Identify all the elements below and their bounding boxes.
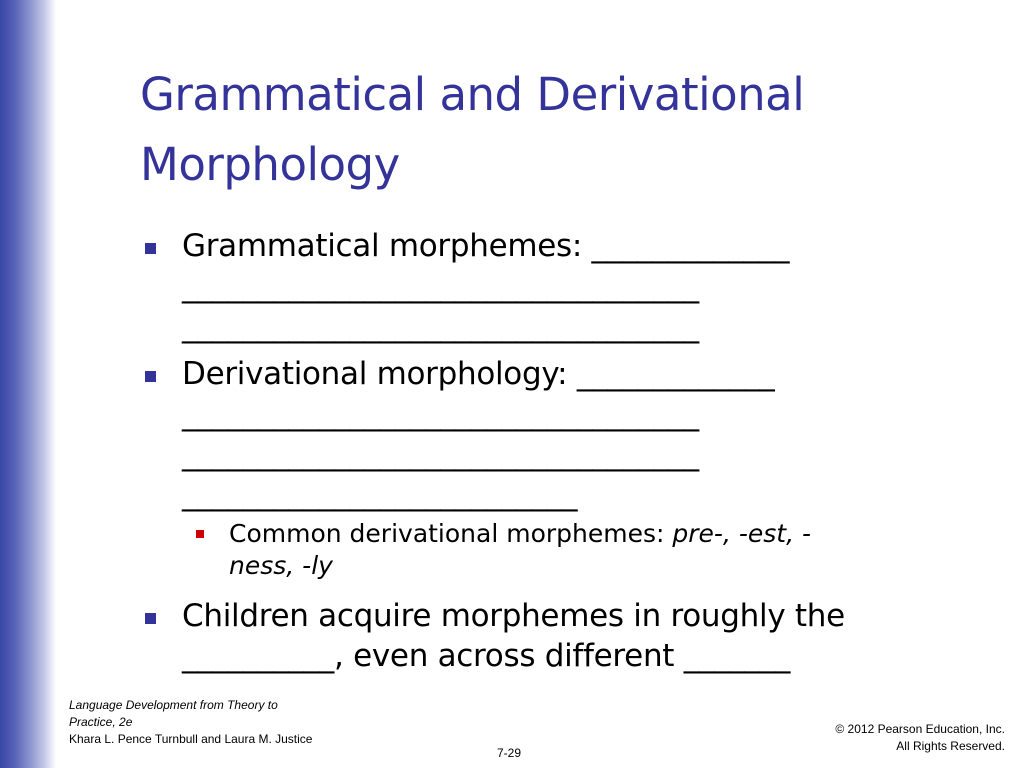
footer-authors: Khara L. Pence Turnbull and Laura M. Justice [69, 732, 313, 746]
square-bullet-icon [145, 371, 156, 382]
bullet-line: Grammatical morphemes: _____________ [182, 228, 790, 264]
bullet-line: __________________________ [182, 476, 578, 512]
sub-bullet-line-1 [229, 518, 1000, 550]
square-bullet-icon [145, 243, 156, 254]
slide-body [140, 226, 1000, 676]
footer-copyright [835, 721, 1005, 755]
bullet-line: __________________________________ [182, 308, 699, 344]
bullet-line: __________________________________ [182, 396, 699, 432]
bullet-line: Children acquire morphemes in roughly the [182, 598, 845, 634]
bullet-line: __________________________________ [182, 436, 699, 472]
slide-title [140, 60, 990, 200]
footer-rights-line: All Rights Reserved. [896, 739, 1005, 753]
square-sub-bullet-icon [196, 530, 204, 538]
sub-bullet-common-derivational-morphemes [140, 518, 1000, 582]
sub-bullet-label: Common derivational morphemes: [229, 519, 673, 548]
slide-title-line-1: Grammatical and Derivational [140, 68, 805, 121]
left-gradient-band [0, 0, 56, 768]
square-bullet-icon [145, 613, 156, 624]
footer-book-title-line-1: Language Development from Theory to [69, 698, 278, 712]
sub-bullet-examples-part-2: ness, -ly [229, 551, 333, 580]
page-number: 7-29 [497, 746, 522, 760]
bullet-line: __________, even across different _______ [182, 638, 791, 674]
bullet-children-acquire [140, 596, 1000, 676]
footer-book-title-line-2: Practice, 2e [69, 715, 133, 729]
bullet-line: __________________________________ [182, 268, 699, 304]
bullet-line: Derivational morphology: _____________ [182, 356, 775, 392]
bullet-grammatical-morphemes [140, 226, 1000, 346]
footer-book-info [69, 697, 312, 748]
bullet-derivational-morphology [140, 354, 1000, 514]
footer-copyright-line: © 2012 Pearson Education, Inc. [835, 722, 1005, 736]
sub-bullet-examples-part-1: pre-, -est, - [672, 519, 811, 548]
sub-bullet-line-2 [229, 550, 1000, 582]
slide-title-line-2: Morphology [140, 138, 400, 191]
